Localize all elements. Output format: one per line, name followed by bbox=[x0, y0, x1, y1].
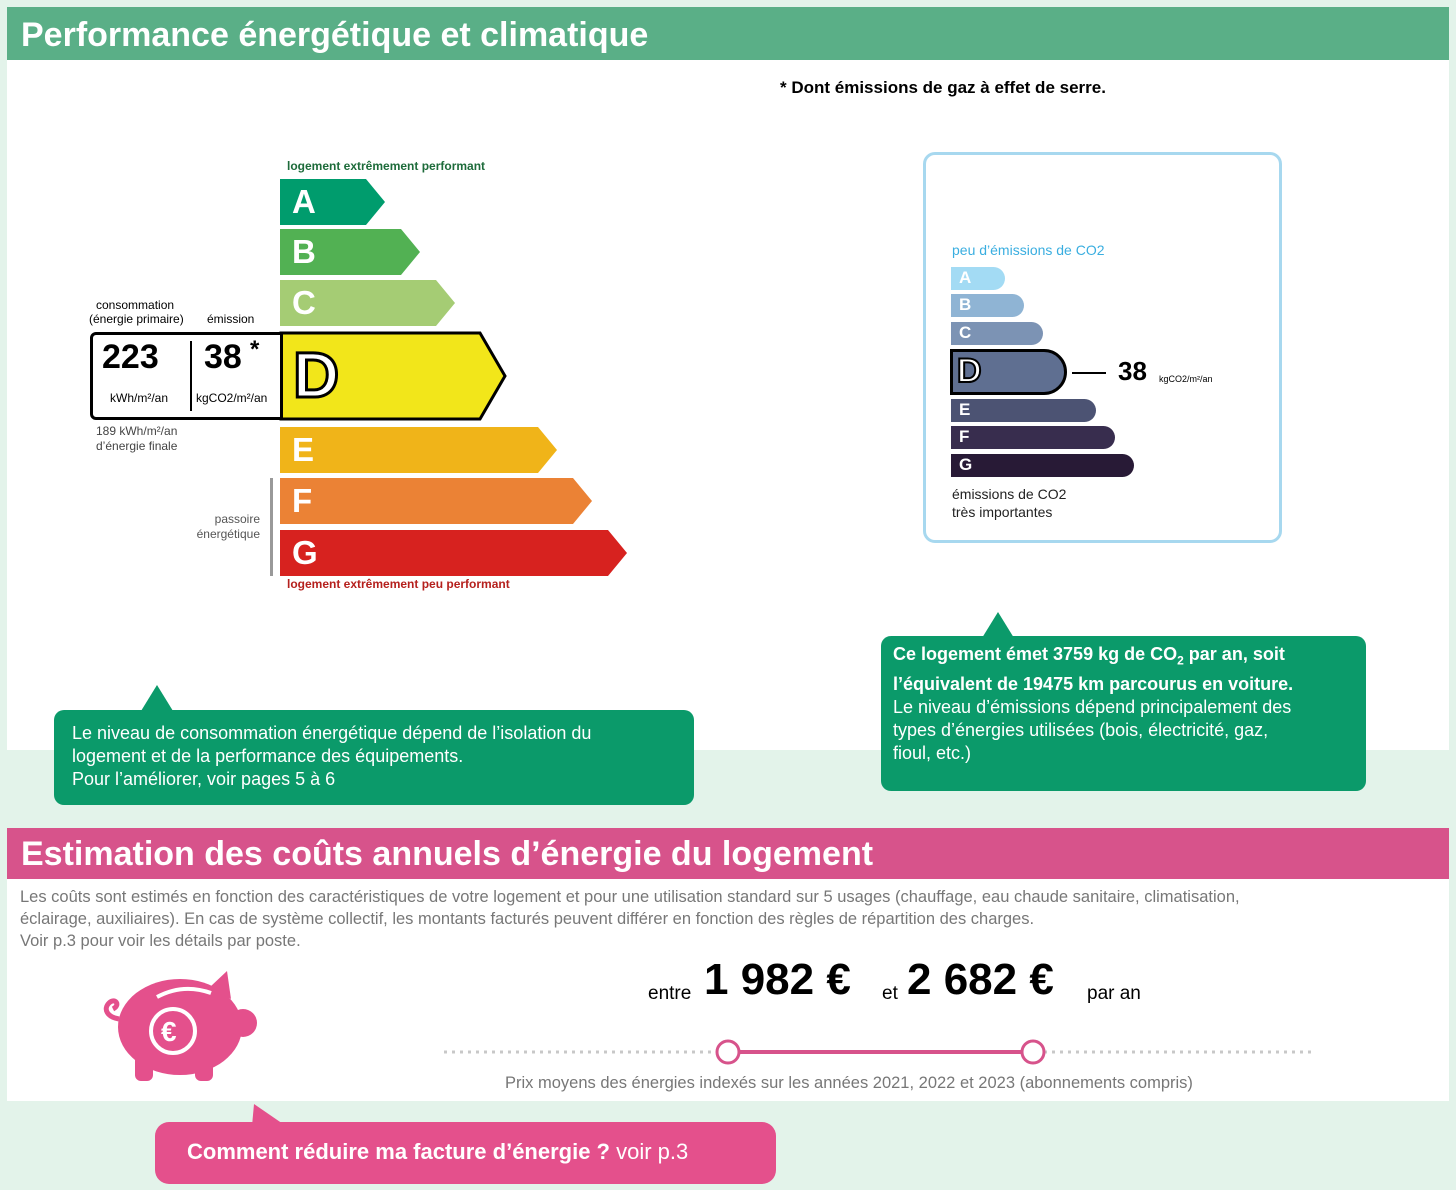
range-high-value: 2 682 € bbox=[907, 955, 1054, 1004]
energy-performance-title: Performance énergétique et climatique bbox=[21, 16, 649, 54]
consumption-info-line1: Le niveau de consommation énergétique dépend de l’isolation du bbox=[72, 723, 592, 743]
dpe-current-grade-letter: D bbox=[293, 339, 340, 411]
energy-costs-description: Les coûts sont estimés en fonction des caractéristiques de votre logement et pour une utilisation standard sur 5 usages (chauffage, eau chaude sanitaire, climatisation, éclairage, auxiliaires). En cas de système collectif, les montants facturés peuvent différer en fonction des règles de répartition des charges. Voir p.3 pour voir les détails par poste. bbox=[20, 888, 1240, 950]
range-entre-label: entre bbox=[648, 983, 692, 1004]
reduce-bill-link[interactable]: Comment réduire ma facture d’énergie ? voir p.3 bbox=[187, 1139, 689, 1164]
consumption-info-line3: Pour l’améliorer, voir pages 5 à 6 bbox=[72, 769, 336, 789]
passoire-energetique-label: passoire énergétique bbox=[196, 512, 260, 541]
dpe-bar-g bbox=[280, 530, 627, 576]
co2-scale-box bbox=[923, 152, 1282, 543]
co2-info-line1: Ce logement émet 3759 kg de $CO_2$ par an, soit bbox=[893, 644, 1285, 668]
co2-indicator-line bbox=[1072, 372, 1106, 374]
co2-bar-b: B bbox=[951, 294, 1024, 317]
range-par-an-label: par an bbox=[1087, 983, 1141, 1004]
final-energy-value: 189 kWh/m²/an bbox=[96, 424, 178, 438]
co2-bar-a: A bbox=[951, 267, 1005, 290]
co2-top-label: peu d’émissions de CO2 bbox=[952, 242, 1105, 258]
emission-label: émission bbox=[207, 312, 255, 326]
co2-bottom-label: émissions de CO2 très importantes bbox=[952, 486, 1067, 520]
svg-text:€: € bbox=[161, 1016, 177, 1047]
consumption-info-line2: logement et de la performance des équipements. bbox=[72, 746, 464, 766]
consumption-unit: kWh/m²/an bbox=[110, 391, 169, 405]
bubble-right-pointer bbox=[982, 612, 1014, 638]
dpe-bar-f bbox=[280, 478, 592, 524]
co2-current-grade-letter: D bbox=[957, 352, 982, 390]
co2-bar-d bbox=[950, 349, 1067, 395]
cost-range-slider bbox=[440, 1036, 1320, 1068]
dpe-bar-e bbox=[280, 427, 557, 473]
co2-value: 38 bbox=[1118, 356, 1147, 386]
box-divider bbox=[190, 341, 192, 411]
range-low-marker bbox=[717, 1041, 739, 1063]
co2-info-line2: l’équivalent de 19475 km parcourus en voiture. bbox=[893, 673, 1294, 694]
dpe-top-label: logement extrêmement performant bbox=[287, 159, 486, 173]
ges-footnote: * Dont émissions de gaz à effet de serre. bbox=[780, 78, 1106, 97]
dpe-bottom-label: logement extrêmement peu performant bbox=[287, 577, 510, 591]
emission-star: * bbox=[250, 336, 260, 363]
prices-note: Prix moyens des énergies indexés sur les années 2021, 2022 et 2023 (abonnements compris) bbox=[505, 1074, 1193, 1092]
co2-info-bubble bbox=[881, 636, 1366, 791]
co2-info-line5: fioul, etc.) bbox=[893, 742, 972, 763]
final-energy-label: d’énergie finale bbox=[96, 439, 178, 453]
passoire-bracket bbox=[270, 478, 273, 576]
co2-unit: kgCO2/m²/an bbox=[1159, 374, 1213, 384]
range-high-marker bbox=[1022, 1041, 1044, 1063]
co2-bar-c: C bbox=[951, 322, 1043, 345]
energy-costs-header bbox=[7, 828, 1449, 879]
bubble-left-pointer bbox=[141, 685, 173, 711]
co2-bar-f: F bbox=[951, 426, 1115, 449]
co2-info-line4: types d’énergies utilisées (bois, électricité, gaz, bbox=[893, 719, 1269, 740]
primary-energy-label: (énergie primaire) bbox=[89, 312, 184, 326]
range-et-label: et bbox=[882, 983, 898, 1004]
consumption-label: consommation bbox=[96, 298, 175, 312]
energy-costs-title: Estimation des coûts annuels d’énergie du logement bbox=[21, 835, 874, 873]
co2-bar-g: G bbox=[951, 454, 1134, 477]
co2-bar-e: E bbox=[951, 399, 1096, 422]
range-low-value: 1 982 € bbox=[704, 955, 851, 1004]
emission-value: 38 bbox=[204, 338, 242, 376]
piggy-bank-euro-icon bbox=[95, 965, 265, 1085]
co2-info-line3: Le niveau d’émissions dépend principalement des bbox=[893, 696, 1292, 717]
consumption-info-bubble bbox=[54, 710, 694, 805]
emission-unit: kgCO2/m²/an bbox=[196, 391, 268, 405]
consumption-value: 223 bbox=[102, 338, 159, 376]
